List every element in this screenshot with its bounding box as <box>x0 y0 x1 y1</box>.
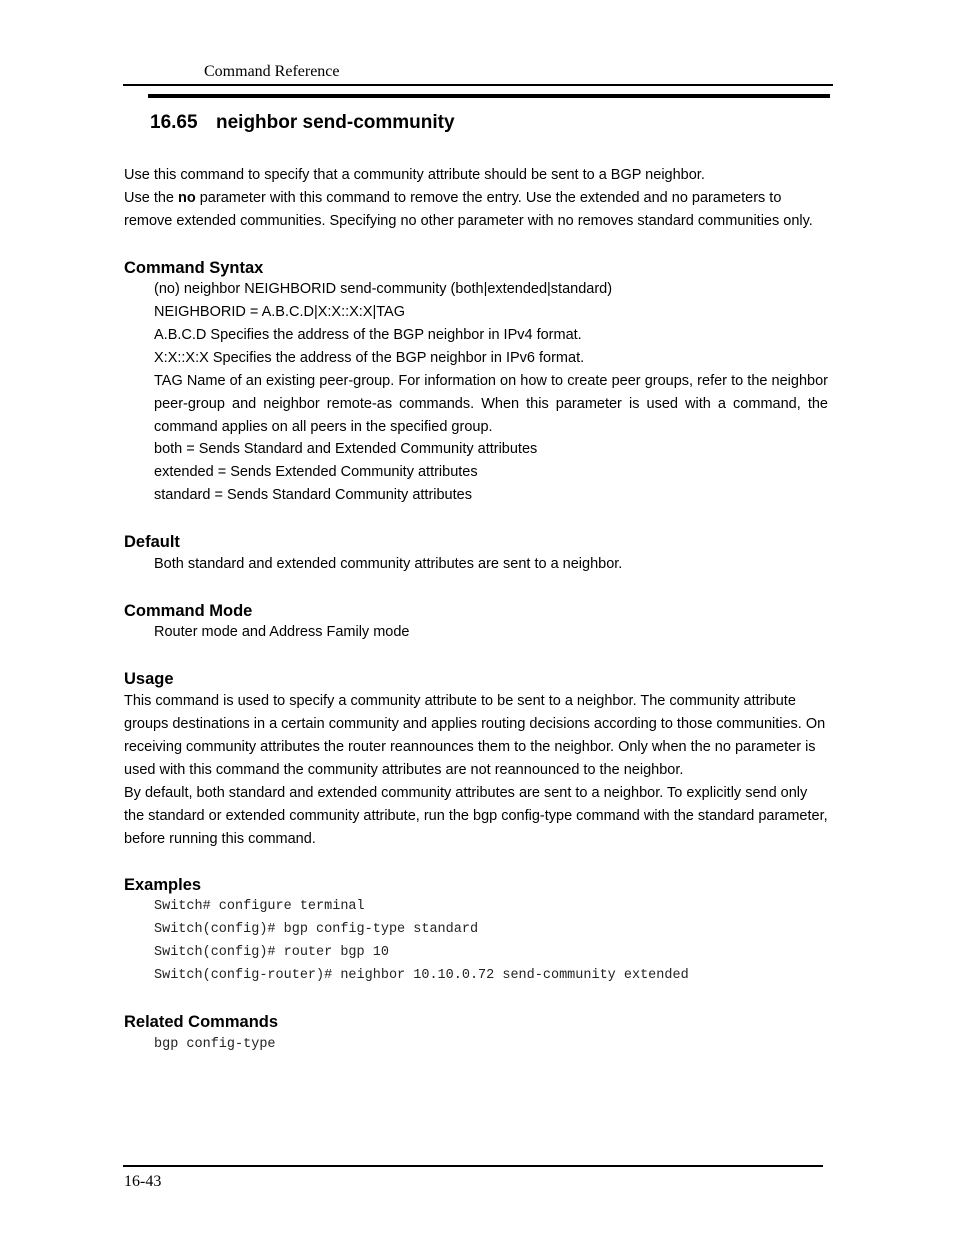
default-text: Both standard and extended community attributes are sent to a neighbor. <box>154 556 623 572</box>
intro-line: remove extended communities. Specifying no other parameter with no removes standard communities only. <box>124 213 813 229</box>
default-heading: Default <box>124 533 180 551</box>
mode-text: Router mode and Address Family mode <box>154 624 410 640</box>
syntax-heading: Command Syntax <box>124 259 264 277</box>
usage-line: This command is used to specify a community attribute to be sent to a neighbor. The community attribute <box>124 693 796 709</box>
syntax-option: extended = Sends Extended Community attributes <box>154 464 478 480</box>
usage-heading: Usage <box>124 670 174 688</box>
usage-line: used with this command the community attributes are not reannounced to the neighbor. <box>124 762 684 778</box>
intro-text: Use the <box>124 190 178 206</box>
code-line: Switch(config)# bgp config-type standard <box>154 922 479 937</box>
related-command: bgp config-type <box>154 1037 276 1052</box>
syntax-line: X:X::X:X Specifies the address of the BGP neighbor in IPv6 format. <box>154 350 585 366</box>
usage-line: before running this command. <box>124 831 316 847</box>
syntax-option: standard = Sends Standard Community attributes <box>154 487 472 503</box>
syntax-line: (no) neighbor NEIGHBORID send-community (both|extended|standard) <box>154 281 613 297</box>
usage-line: By default, both standard and extended community attributes are sent to a neighbor. To explicitly send only <box>124 785 808 801</box>
section-number: 16.65 <box>150 112 198 133</box>
code-line: Switch(config-router)# neighbor 10.10.0.72 send-community extended <box>154 968 689 983</box>
code-line: Switch(config)# router bgp 10 <box>154 945 389 960</box>
related-commands-list <box>154 1033 276 1056</box>
usage-paragraph <box>124 690 836 851</box>
usage-line: groups destinations in a certain community and applies routing decisions according to those communities. On <box>124 716 826 732</box>
syntax-line: A.B.C.D Specifies the address of the BGP neighbor in IPv4 format. <box>154 327 582 343</box>
mode-heading: Command Mode <box>124 602 253 620</box>
related-heading: Related Commands <box>124 1013 279 1031</box>
footer-rule <box>123 1165 823 1167</box>
intro-text: parameter with this command to remove the entry. Use the extended and no parameters to <box>195 190 782 206</box>
usage-line: receiving community attributes the router reannounces them to the neighbor. Only when the no parameter is <box>124 739 816 755</box>
intro-line: Use this command to specify that a community attribute should be sent to a BGP neighbor. <box>124 167 705 183</box>
syntax-list <box>154 278 612 370</box>
section-heading <box>150 110 455 136</box>
intro-keyword-no: no <box>178 190 196 206</box>
syntax-tag-description: TAG Name of an existing peer-group. For information on how to create peer groups, refer to the neighbor peer-group and neighbor remote-as commands. When this parameter is used with a command, the command applies on all peers in the specified group. <box>154 373 828 435</box>
usage-line: the standard or extended community attribute, run the bgp config-type command with the standard parameter, <box>124 808 828 824</box>
examples-heading: Examples <box>124 876 202 894</box>
syntax-line: NEIGHBORID = A.B.C.D|X:X::X:X|TAG <box>154 304 406 320</box>
syntax-options <box>154 438 537 507</box>
intro-paragraph <box>124 164 836 233</box>
syntax-option: both = Sends Standard and Extended Community attributes <box>154 441 538 457</box>
intro-line <box>124 187 836 210</box>
page-number: 16-43 <box>124 1173 162 1190</box>
header-rule <box>123 84 833 86</box>
section-title: neighbor send-community <box>216 112 455 133</box>
section-rule <box>148 94 830 98</box>
code-line: Switch# configure terminal <box>154 899 365 914</box>
examples-code-block <box>154 895 689 987</box>
running-header: Command Reference <box>204 63 340 80</box>
